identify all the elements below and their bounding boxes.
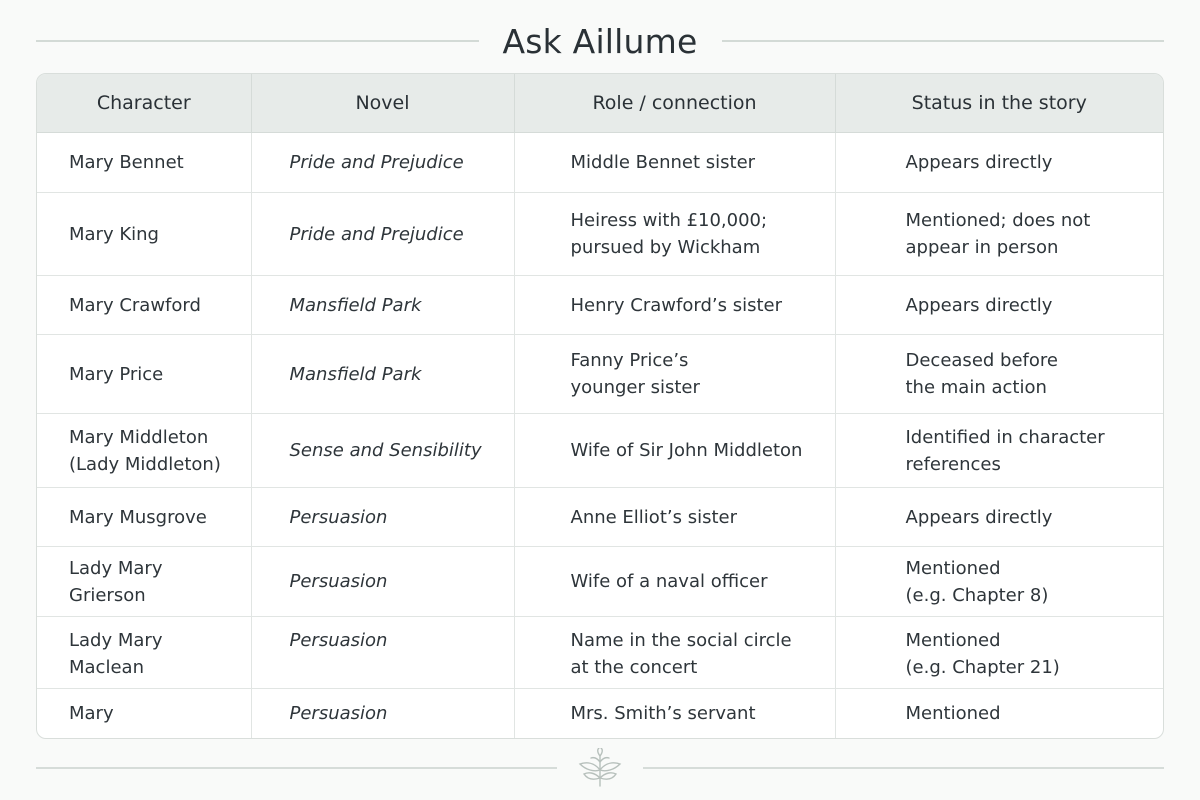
role-cell: Wife of Sir John Middleton bbox=[570, 440, 803, 461]
status-cell: Appears directly bbox=[905, 506, 1053, 528]
character-cell: Lady Mary Grierson bbox=[69, 557, 163, 606]
character-cell: Mary Crawford bbox=[69, 294, 201, 316]
table-row bbox=[37, 617, 1163, 689]
novel-cell: Mansfield Park bbox=[289, 363, 422, 385]
novel-cell: Pride and Prejudice bbox=[289, 152, 464, 173]
character-cell: Mary Price bbox=[69, 363, 164, 385]
character-cell: Mary Middleton (Lady Middleton) bbox=[69, 426, 221, 475]
table-row bbox=[37, 276, 1163, 335]
table-row bbox=[37, 547, 1163, 617]
status-cell: Deceased before the main action bbox=[905, 350, 1058, 398]
characters-table-container bbox=[36, 73, 1164, 739]
role-cell: Anne Elliot’s sister bbox=[570, 506, 737, 528]
footer-divider bbox=[36, 748, 1164, 788]
novel-cell: Persuasion bbox=[289, 630, 388, 651]
role-cell: Heiress with £10,000; pursued by Wickham bbox=[570, 210, 768, 258]
novel-cell: Persuasion bbox=[289, 571, 388, 592]
table-row bbox=[37, 335, 1163, 414]
status-cell: Identified in character references bbox=[905, 426, 1105, 475]
character-cell: Mary bbox=[69, 703, 114, 725]
novel-cell: Pride and Prejudice bbox=[289, 223, 464, 245]
page-title: Ask Aillume bbox=[502, 21, 698, 61]
role-cell: Middle Bennet sister bbox=[570, 152, 756, 173]
role-cell: Name in the social circle at the concert bbox=[570, 630, 792, 678]
status-cell: Mentioned bbox=[905, 703, 1001, 725]
character-cell: Mary Bennet bbox=[69, 152, 184, 173]
role-cell: Fanny Price’s younger sister bbox=[570, 350, 700, 398]
status-cell: Mentioned (e.g. Chapter 21) bbox=[905, 630, 1060, 678]
column-header-status: Status in the story bbox=[835, 74, 1163, 133]
title-rule-left bbox=[36, 40, 479, 42]
sprig-icon bbox=[557, 748, 643, 788]
character-cell: Mary King bbox=[69, 223, 159, 245]
column-header-role: Role / connection bbox=[514, 74, 835, 133]
characters-table bbox=[37, 74, 1163, 739]
title-rule-right bbox=[722, 40, 1165, 42]
title-bar bbox=[36, 14, 1164, 68]
novel-cell: Mansfield Park bbox=[289, 294, 422, 316]
status-cell: Appears directly bbox=[905, 294, 1053, 316]
status-cell: Appears directly bbox=[905, 152, 1053, 173]
table-row bbox=[37, 488, 1163, 547]
novel-cell: Persuasion bbox=[289, 703, 388, 725]
table-row bbox=[37, 689, 1163, 739]
role-cell: Wife of a naval officer bbox=[570, 571, 768, 592]
status-cell: Mentioned (e.g. Chapter 8) bbox=[905, 557, 1049, 606]
character-cell: Mary Musgrove bbox=[69, 506, 207, 528]
footer-rule-right bbox=[643, 767, 1164, 769]
footer-rule-left bbox=[36, 767, 557, 769]
character-cell: Lady Mary Maclean bbox=[69, 630, 163, 678]
table-row bbox=[37, 193, 1163, 276]
column-header-character: Character bbox=[37, 74, 251, 133]
table-header-row bbox=[37, 74, 1163, 133]
role-cell: Mrs. Smith’s servant bbox=[570, 703, 756, 725]
table-row bbox=[37, 133, 1163, 193]
column-header-novel: Novel bbox=[251, 74, 514, 133]
novel-cell: Sense and Sensibility bbox=[289, 440, 482, 461]
role-cell: Henry Crawford’s sister bbox=[570, 294, 782, 316]
novel-cell: Persuasion bbox=[289, 506, 388, 528]
status-cell: Mentioned; does not appear in person bbox=[905, 210, 1091, 258]
table-row bbox=[37, 414, 1163, 488]
